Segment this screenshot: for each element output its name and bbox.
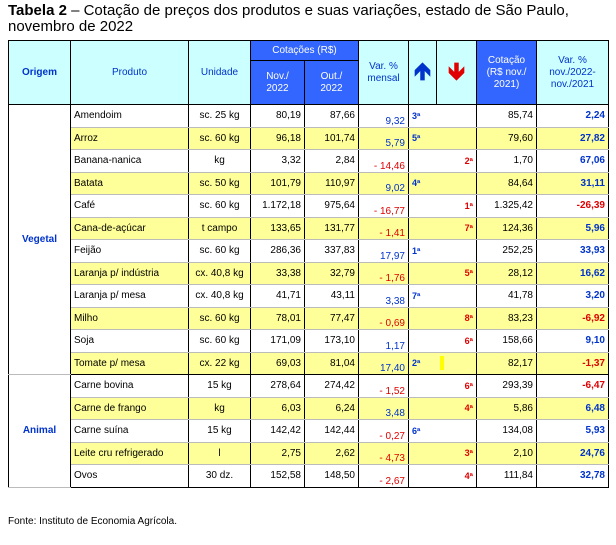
product-cell: Laranja p/ mesa xyxy=(71,285,189,308)
monthly-variation-cell: 9,32 xyxy=(359,105,409,128)
price-2021-cell: 124,36 xyxy=(477,217,537,240)
product-cell: Soja xyxy=(71,330,189,353)
price-2021-cell: 84,64 xyxy=(477,172,537,195)
out-price-cell: 173,10 xyxy=(305,330,359,353)
price-table xyxy=(8,40,609,488)
out-price-cell: 142,44 xyxy=(305,420,359,443)
annual-variation-cell: -6,47 xyxy=(537,375,609,398)
price-2021-cell: 1.325,42 xyxy=(477,195,537,218)
product-cell: Feijão xyxy=(71,240,189,263)
header-down xyxy=(437,41,477,105)
price-2021-cell: 2,10 xyxy=(477,442,537,465)
rank-down-cell xyxy=(437,420,477,443)
price-2021-cell: 79,60 xyxy=(477,127,537,150)
monthly-variation-cell: - 16,77 xyxy=(359,195,409,218)
product-cell: Carne de frango xyxy=(71,397,189,420)
nov-price-cell: 2,75 xyxy=(251,442,305,465)
rank-down-cell: 7ª xyxy=(437,217,477,240)
rank-down-cell: 2ª xyxy=(437,150,477,173)
monthly-variation-cell: 3,38 xyxy=(359,285,409,308)
rank-down-cell xyxy=(437,285,477,308)
annual-variation-cell: 67,06 xyxy=(537,150,609,173)
product-cell: Carne bovina xyxy=(71,375,189,398)
source-note: Fonte: Instituto de Economia Agrícola. xyxy=(8,516,177,527)
rank-down-cell: 8ª xyxy=(437,307,477,330)
header-var-anual: Var. % nov./2022- nov./2021 xyxy=(537,41,609,105)
out-price-cell: 43,11 xyxy=(305,285,359,308)
annual-variation-cell: -26,39 xyxy=(537,195,609,218)
table-row xyxy=(9,105,609,128)
annual-variation-cell: -1,37 xyxy=(537,352,609,375)
header-up xyxy=(409,41,437,105)
rank-down-cell: 4ª xyxy=(437,465,477,488)
monthly-variation-cell: - 0,69 xyxy=(359,307,409,330)
annual-variation-cell: 5,93 xyxy=(537,420,609,443)
annual-variation-cell: 16,62 xyxy=(537,262,609,285)
arrow-down-icon: 🡻 xyxy=(447,58,466,85)
product-cell: Milho xyxy=(71,307,189,330)
table-row xyxy=(9,150,609,173)
header-origem: Origem xyxy=(9,41,71,105)
unit-cell: cx. 40,8 kg xyxy=(189,262,251,285)
header-nov: Nov./ 2022 xyxy=(251,61,305,105)
annual-variation-cell: 5,96 xyxy=(537,217,609,240)
unit-cell: sc. 60 kg xyxy=(189,240,251,263)
annual-variation-cell: 24,76 xyxy=(537,442,609,465)
out-price-cell: 81,04 xyxy=(305,352,359,375)
rank-down-cell: 6ª xyxy=(437,330,477,353)
rank-up-cell xyxy=(409,442,437,465)
annual-variation-cell: -6,92 xyxy=(537,307,609,330)
header-produto: Produto xyxy=(71,41,189,105)
rank-down-cell: 1ª xyxy=(437,195,477,218)
rank-down-cell: 5ª xyxy=(437,262,477,285)
rank-up-cell xyxy=(409,150,437,173)
rank-up-cell: 1ª xyxy=(409,240,437,263)
table-row xyxy=(9,217,609,240)
monthly-variation-cell: 17,40 xyxy=(359,352,409,375)
table-row xyxy=(9,420,609,443)
out-price-cell: 274,42 xyxy=(305,375,359,398)
unit-cell: sc. 60 kg xyxy=(189,330,251,353)
monthly-variation-cell: 9,02 xyxy=(359,172,409,195)
table-row xyxy=(9,442,609,465)
table-row xyxy=(9,262,609,285)
nov-price-cell: 6,03 xyxy=(251,397,305,420)
monthly-variation-cell: - 1,76 xyxy=(359,262,409,285)
out-price-cell: 975,64 xyxy=(305,195,359,218)
nov-price-cell: 41,71 xyxy=(251,285,305,308)
table-row xyxy=(9,195,609,218)
unit-cell: cx. 40,8 kg xyxy=(189,285,251,308)
out-price-cell: 2,62 xyxy=(305,442,359,465)
nov-price-cell: 80,19 xyxy=(251,105,305,128)
product-cell: Leite cru refrigerado xyxy=(71,442,189,465)
rank-up-cell xyxy=(409,262,437,285)
nov-price-cell: 101,79 xyxy=(251,172,305,195)
out-price-cell: 32,79 xyxy=(305,262,359,285)
annual-variation-cell: 2,24 xyxy=(537,105,609,128)
price-2021-cell: 83,23 xyxy=(477,307,537,330)
out-price-cell: 87,66 xyxy=(305,105,359,128)
unit-cell: 15 kg xyxy=(189,420,251,443)
nov-price-cell: 96,18 xyxy=(251,127,305,150)
highlight-bar xyxy=(440,356,444,370)
unit-cell: sc. 25 kg xyxy=(189,105,251,128)
table-row xyxy=(9,375,609,398)
monthly-variation-cell: 1,17 xyxy=(359,330,409,353)
arrow-up-icon: 🡹 xyxy=(413,58,432,85)
origin-cell: Animal xyxy=(9,375,71,488)
price-2021-cell: 1,70 xyxy=(477,150,537,173)
rank-up-cell: 2ª xyxy=(409,352,437,375)
nov-price-cell: 69,03 xyxy=(251,352,305,375)
rank-down-cell xyxy=(437,240,477,263)
rank-down-cell: 4ª xyxy=(437,397,477,420)
unit-cell: kg xyxy=(189,150,251,173)
rank-up-cell xyxy=(409,330,437,353)
annual-variation-cell: 27,82 xyxy=(537,127,609,150)
rank-up-cell xyxy=(409,217,437,240)
nov-price-cell: 152,58 xyxy=(251,465,305,488)
product-cell: Amendoim xyxy=(71,105,189,128)
rank-up-cell xyxy=(409,375,437,398)
price-2021-cell: 252,25 xyxy=(477,240,537,263)
product-cell: Batata xyxy=(71,172,189,195)
unit-cell: l xyxy=(189,442,251,465)
monthly-variation-cell: - 1,52 xyxy=(359,375,409,398)
out-price-cell: 110,97 xyxy=(305,172,359,195)
header-out: Out./ 2022 xyxy=(305,61,359,105)
nov-price-cell: 33,38 xyxy=(251,262,305,285)
unit-cell: sc. 50 kg xyxy=(189,172,251,195)
rank-down-cell xyxy=(437,352,477,375)
monthly-variation-cell: - 1,41 xyxy=(359,217,409,240)
rank-up-cell: 4ª xyxy=(409,172,437,195)
monthly-variation-cell: - 0,27 xyxy=(359,420,409,443)
out-price-cell: 77,47 xyxy=(305,307,359,330)
monthly-variation-cell: 17,97 xyxy=(359,240,409,263)
monthly-variation-cell: 3,48 xyxy=(359,397,409,420)
rank-up-cell: 3ª xyxy=(409,105,437,128)
price-2021-cell: 134,08 xyxy=(477,420,537,443)
rank-up-cell xyxy=(409,397,437,420)
product-cell: Café xyxy=(71,195,189,218)
table-row xyxy=(9,172,609,195)
price-2021-cell: 28,12 xyxy=(477,262,537,285)
product-cell: Carne suína xyxy=(71,420,189,443)
monthly-variation-cell: 5,79 xyxy=(359,127,409,150)
table-row xyxy=(9,465,609,488)
monthly-variation-cell: - 2,67 xyxy=(359,465,409,488)
nov-price-cell: 171,09 xyxy=(251,330,305,353)
table-row xyxy=(9,285,609,308)
table-row xyxy=(9,240,609,263)
price-2021-cell: 82,17 xyxy=(477,352,537,375)
origin-cell: Vegetal xyxy=(9,105,71,375)
header-cotacoes: Cotações (R$) xyxy=(251,41,359,61)
annual-variation-cell: 3,20 xyxy=(537,285,609,308)
annual-variation-cell: 9,10 xyxy=(537,330,609,353)
price-2021-cell: 158,66 xyxy=(477,330,537,353)
annual-variation-cell: 32,78 xyxy=(537,465,609,488)
nov-price-cell: 1.172,18 xyxy=(251,195,305,218)
price-2021-cell: 5,86 xyxy=(477,397,537,420)
annual-variation-cell: 31,11 xyxy=(537,172,609,195)
rank-down-cell xyxy=(437,127,477,150)
rank-up-cell xyxy=(409,307,437,330)
product-cell: Laranja p/ indústria xyxy=(71,262,189,285)
table-row xyxy=(9,352,609,375)
out-price-cell: 337,83 xyxy=(305,240,359,263)
rank-up-cell xyxy=(409,195,437,218)
out-price-cell: 148,50 xyxy=(305,465,359,488)
unit-cell: kg xyxy=(189,397,251,420)
unit-cell: 15 kg xyxy=(189,375,251,398)
rank-up-cell: 6ª xyxy=(409,420,437,443)
rank-up-cell: 5ª xyxy=(409,127,437,150)
table-row xyxy=(9,330,609,353)
product-cell: Arroz xyxy=(71,127,189,150)
out-price-cell: 6,24 xyxy=(305,397,359,420)
table-row xyxy=(9,307,609,330)
product-cell: Cana-de-açúcar xyxy=(71,217,189,240)
header-unidade: Unidade xyxy=(189,41,251,105)
monthly-variation-cell: - 4,73 xyxy=(359,442,409,465)
table-row xyxy=(9,397,609,420)
price-2021-cell: 41,78 xyxy=(477,285,537,308)
unit-cell: cx. 22 kg xyxy=(189,352,251,375)
rank-down-cell xyxy=(437,172,477,195)
header-var-mensal: Var. % mensal xyxy=(359,41,409,105)
table-title: Tabela 2 – Cotação de preços dos produtos e suas variações, estado de São Paulo, novembro de 2022 xyxy=(8,2,569,35)
rank-up-cell xyxy=(409,465,437,488)
rank-down-cell xyxy=(437,105,477,128)
unit-cell: 30 dz. xyxy=(189,465,251,488)
price-2021-cell: 111,84 xyxy=(477,465,537,488)
product-cell: Banana-nanica xyxy=(71,150,189,173)
unit-cell: sc. 60 kg xyxy=(189,127,251,150)
unit-cell: sc. 60 kg xyxy=(189,195,251,218)
nov-price-cell: 286,36 xyxy=(251,240,305,263)
unit-cell: t campo xyxy=(189,217,251,240)
annual-variation-cell: 6,48 xyxy=(537,397,609,420)
rank-up-cell: 7ª xyxy=(409,285,437,308)
table-row xyxy=(9,127,609,150)
rank-down-cell: 3ª xyxy=(437,442,477,465)
nov-price-cell: 278,64 xyxy=(251,375,305,398)
annual-variation-cell: 33,93 xyxy=(537,240,609,263)
nov-price-cell: 142,42 xyxy=(251,420,305,443)
price-2021-cell: 85,74 xyxy=(477,105,537,128)
nov-price-cell: 78,01 xyxy=(251,307,305,330)
unit-cell: sc. 60 kg xyxy=(189,307,251,330)
out-price-cell: 101,74 xyxy=(305,127,359,150)
price-2021-cell: 293,39 xyxy=(477,375,537,398)
out-price-cell: 2,84 xyxy=(305,150,359,173)
monthly-variation-cell: - 14,46 xyxy=(359,150,409,173)
product-cell: Ovos xyxy=(71,465,189,488)
nov-price-cell: 133,65 xyxy=(251,217,305,240)
header-cotacao-2021: Cotação (R$ nov./ 2021) xyxy=(477,41,537,105)
product-cell: Tomate p/ mesa xyxy=(71,352,189,375)
out-price-cell: 131,77 xyxy=(305,217,359,240)
rank-down-cell: 6ª xyxy=(437,375,477,398)
nov-price-cell: 3,32 xyxy=(251,150,305,173)
